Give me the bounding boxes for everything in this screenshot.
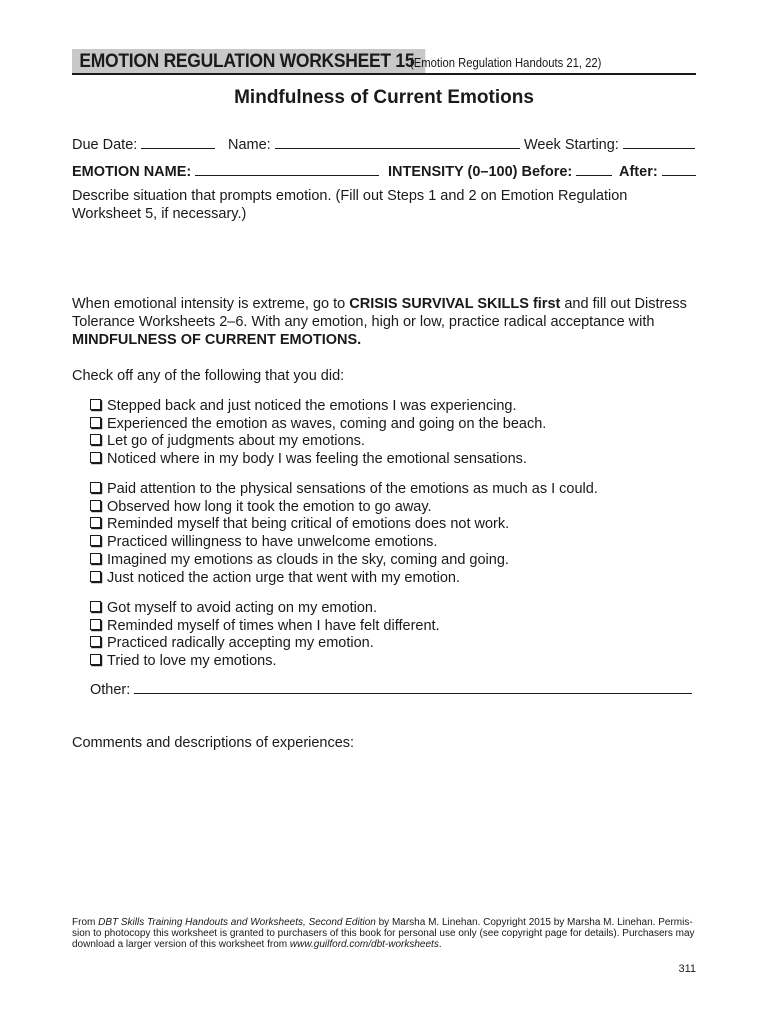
- week-starting-label: Week Starting:: [524, 137, 619, 153]
- name-label: Name:: [228, 137, 271, 153]
- checklist-item[interactable]: Reminded myself that being critical of emotions does not work.: [90, 516, 598, 534]
- checklist-item[interactable]: Noticed where in my body I was feeling the emotional sensations.: [90, 451, 546, 469]
- name-field[interactable]: [228, 135, 520, 154]
- name-blank[interactable]: [275, 135, 520, 149]
- checkbox[interactable]: [90, 636, 101, 647]
- intensity-before-blank[interactable]: [576, 162, 612, 176]
- checkbox[interactable]: [90, 619, 101, 630]
- checklist-item[interactable]: Experienced the emotion as waves, coming and going on the beach.: [90, 416, 546, 434]
- intensity-after-label: After:: [619, 164, 658, 180]
- crisis-survival-skills-emphasis: CRISIS SURVIVAL SKILLS first: [349, 296, 561, 312]
- emotion-name-label: EMOTION NAME:: [72, 164, 192, 180]
- checkbox[interactable]: [90, 482, 101, 493]
- checkbox[interactable]: [90, 452, 101, 463]
- worksheet-header: [72, 49, 696, 75]
- comments-label: Comments and descriptions of experiences:: [72, 735, 355, 751]
- checklist-item[interactable]: Practiced radically accepting my emotion.: [90, 635, 440, 653]
- page-number: 311: [678, 963, 696, 975]
- intensity-before-field[interactable]: [388, 162, 612, 181]
- copyright-footer: From DBT Skills Training Handouts and Worksheets, Second Edition by Marsha M. Linehan. Copyright 2015 by Marsha M. Linehan. Permis- sion to photocopy this worksheet is granted to purchasers of this book for personal use only (see copyright page for details). Purchasers may download a larger version of this worksheet from www.guilford.com/dbt-worksheets.: [72, 917, 695, 950]
- due-date-field[interactable]: [72, 135, 215, 154]
- checkbox[interactable]: [90, 399, 101, 410]
- emotion-name-field[interactable]: [72, 162, 379, 181]
- other-blank[interactable]: [134, 680, 692, 694]
- instructions-text-1: When emotional intensity is extreme, go to: [72, 296, 350, 312]
- checklist-group-3: [90, 600, 440, 671]
- checkbox[interactable]: [90, 601, 101, 612]
- worksheet-url-link[interactable]: www.guilford.com/dbt-worksheets: [289, 939, 439, 950]
- check-prompt: Check off any of the following that you did:: [72, 368, 345, 384]
- checklist-item[interactable]: Practiced willingness to have unwelcome emotions.: [90, 534, 598, 552]
- checklist-item[interactable]: Reminded myself of times when I have felt different.: [90, 618, 440, 636]
- checkbox[interactable]: [90, 535, 101, 546]
- due-date-label: Due Date:: [72, 137, 138, 153]
- checkbox[interactable]: [90, 571, 101, 582]
- describe-situation-prompt: Describe situation that prompts emotion. (Fill out Steps 1 and 2 on Emotion Regulation Worksheet 5, if necessary.): [72, 188, 628, 222]
- week-starting-blank[interactable]: [623, 135, 695, 149]
- checkbox[interactable]: [90, 500, 101, 511]
- handout-reference: (Emotion Regulation Handouts 21, 22): [410, 56, 602, 70]
- other-label: Other:: [90, 682, 131, 698]
- checklist-item[interactable]: Got myself to avoid acting on my emotion.: [90, 600, 440, 618]
- checklist-item[interactable]: Just noticed the action urge that went with my emotion.: [90, 570, 598, 588]
- checklist-item[interactable]: Let go of judgments about my emotions.: [90, 433, 546, 451]
- other-field[interactable]: [90, 680, 692, 699]
- due-date-blank[interactable]: [141, 135, 215, 149]
- mindfulness-emphasis: MINDFULNESS OF CURRENT EMOTIONS.: [72, 332, 362, 348]
- checklist-item[interactable]: Stepped back and just noticed the emotions I was experiencing.: [90, 398, 546, 416]
- page-title: Mindfulness of Current Emotions: [234, 87, 534, 108]
- intensity-after-blank[interactable]: [662, 162, 696, 176]
- checklist-item[interactable]: Tried to love my emotions.: [90, 653, 440, 671]
- checkbox[interactable]: [90, 517, 101, 528]
- week-starting-field[interactable]: [524, 135, 695, 154]
- checkbox[interactable]: [90, 654, 101, 665]
- checkbox[interactable]: [90, 434, 101, 445]
- book-title: DBT Skills Training Handouts and Worksheets, Second Edition: [98, 917, 376, 928]
- checkbox[interactable]: [90, 553, 101, 564]
- intensity-after-field[interactable]: [619, 162, 696, 181]
- checklist-item[interactable]: Imagined my emotions as clouds in the sky, coming and going.: [90, 552, 598, 570]
- intensity-instructions: [72, 295, 696, 349]
- checklist-item[interactable]: Observed how long it took the emotion to go away.: [90, 499, 598, 517]
- checklist-item[interactable]: Paid attention to the physical sensations of the emotions as much as I could.: [90, 481, 598, 499]
- intensity-before-label: INTENSITY (0–100) Before:: [388, 164, 573, 180]
- checkbox[interactable]: [90, 417, 101, 428]
- worksheet-title: EMOTION REGULATION WORKSHEET 15: [72, 49, 425, 73]
- checklist-group-2: [90, 481, 598, 587]
- checklist-group-1: [90, 398, 546, 469]
- instructions-text-2: and fill out Distress Tolerance Worksheets 2–6. With any emotion, high or low, practice radical acceptance with: [72, 296, 687, 330]
- emotion-name-blank[interactable]: [195, 162, 379, 176]
